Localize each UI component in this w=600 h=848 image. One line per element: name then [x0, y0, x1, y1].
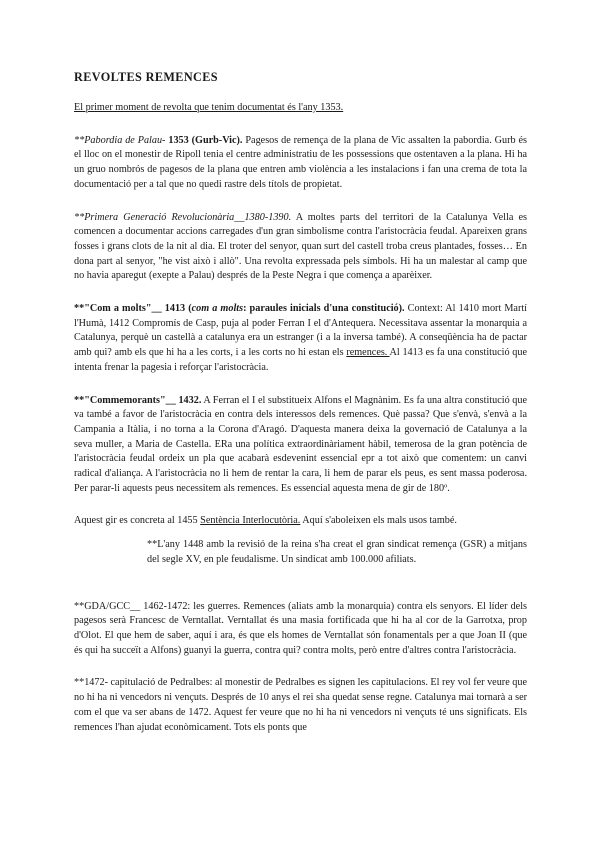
paragraph-pabordia: [74, 134, 527, 193]
document-title: REVOLTES REMENCES: [74, 70, 218, 84]
primera-generacio-text: A moltes parts del territori de la Catalunya Vella es comencen a documentar accions carregades d'un gran simbolisme contra l'aristocràcia feudal. Apareixen grans fosses i grans clots de la nit al dia. El troter del senyor, quan surt del castell troba creus plantades, fosses… En dona part al senyor, "he vist això i allò". Una revolta expressada pels símbols. Hi ha un malestar al camp que no havia aparegut (exepte a Palau) després de la Peste Negra i que comença a aparèixer.: [74, 211, 528, 282]
pabordia-lead: **Pabordia de Palau-: [74, 134, 166, 146]
paragraph-capitulacio-pedralbes: **1472- capitulació de Pedralbes: al monestir de Pedralbes es signen les capitulacions. El rey vol fer veure que no hi ha ni vencedors ni vençuts. Després de 10 anys el rei sha quedat sense regne. Catalunya mai tornarà a ser com el que va ser abans de 1472. Aquest fer veure que no hi ha ni vencedors ni vençuts té uns significats. Els remences l'han ajudat econòmicament. Tots els ponts que: [74, 677, 527, 733]
sentencia-after: Aquí s'aboleixen els mals usos també.: [300, 515, 457, 527]
sentencia-underlined: Sentència Interlocutòria.: [200, 515, 301, 527]
com-a-molts-text-end: Al 1413 es fa una constitució que intenta frenar la pagesia i reforçar l'aristocràcia.: [74, 347, 527, 373]
document-body: [74, 70, 527, 753]
pabordia-text: Pagesos de remença de la plana de Vic assalten la pabordia. Gurb és el lloc on el monestir de Ripoll tenia el centre administratiu de les possessions que ostentaven a la plana. Hi ha un gruo nombrós de pagesos de la plana que entren amb violència a les instalacions i fan una crema de tota la documentació per a tal que no quedi rastre dels títols de propietat.: [74, 134, 527, 190]
pabordia-date: 1353 (Gurb-Vic).: [165, 134, 243, 146]
commemorants-lead: **"Commemorants"__ 1432.: [74, 394, 202, 406]
sentencia-before: Aquest gir es concreta al 1455: [74, 515, 201, 527]
paragraph-commemorants: [74, 394, 527, 497]
paragraph-primera-generacio: [74, 211, 527, 285]
com-a-molts-lead-end: : paraules inicials d'una constitució).: [243, 303, 405, 315]
paragraph-sentencia: [74, 514, 527, 529]
commemorants-text: A Ferran el I el substitueix Alfons el Magnànim. Es fa una altra constitució que va també a favor de l'aristocràcia en contra dels interessos dels remences. Què passa? Que s'envà, s'envà a la Campania a Itàlia, i no torna a la Corona d'Aragó. D'aquesta manera deixa la governació de Catalunya a la seva muller, a Maria de Castella. ERa una política extraordinàriament hàbil, temerosa de la gran potència de l'aristocràcia feudal ordeix un pla que acabarà esdevenint essencial epr a tot això que comentem: un canvi radical d'aliança. A l'aristocràcia no li hem de rentar la cara, li hem de parar els peus, es sent massa poderosa. Per parar-li aquests peus necessitem als remences. Es essencial aquesta mena de gir de 180º.: [74, 394, 527, 494]
intro-sentence: El primer moment de revolta que tenim documentat és l'any 1353.: [74, 102, 344, 113]
paragraph-gda-gcc: **GDA/GCC__ 1462-1472: les guerres. Remences (aliats amb la monarquia) contra els senyors. El líder dels pagesos serà Francesc de Verntallat. Verntallat és una masia fortificada que hi ha al cor de la Garrotxa, prop d'Olot. El que hem de saber, aquí i ara, és que els homes de Verntallat són fonamentals per a que Joan II (que és qui ha succeït a Alfons) guanyi la guerra, contra qui? contra molts, però entre d'altres contra l'aristocràcia.: [74, 600, 527, 656]
com-a-molts-italic: com a molts: [191, 303, 244, 315]
remences-underlined: remences.: [346, 347, 390, 359]
primera-generacio-lead: **Primera Generació Revolucionària__1380-1390.: [74, 211, 292, 223]
com-a-molts-lead: **"Com a molts"__ 1413 (: [74, 303, 192, 315]
com-a-molts-text: Context: Al 1410 mort Martí l'Humà, 1412 Compromís de Casp, puja al poder Ferran I el d'Antequera. Necessitava assentar la monarquia a Catalunya, perquè un castellà a catalunya era un estranger (i a la inversa també). A conseqüència ha de pactar amb qui? amb els que hi ha a les corts, i a les corts no hi estan els: [74, 303, 527, 359]
paragraph-com-a-molts: [74, 302, 527, 376]
indented-note-gsr: **L'any 1448 amb la revisió de la reina s'ha creat el gran sindicat remença (GSR) a mitjans del segle XV, en ple feudalisme. Un sindicat amb 100.000 afiliats.: [147, 539, 527, 565]
